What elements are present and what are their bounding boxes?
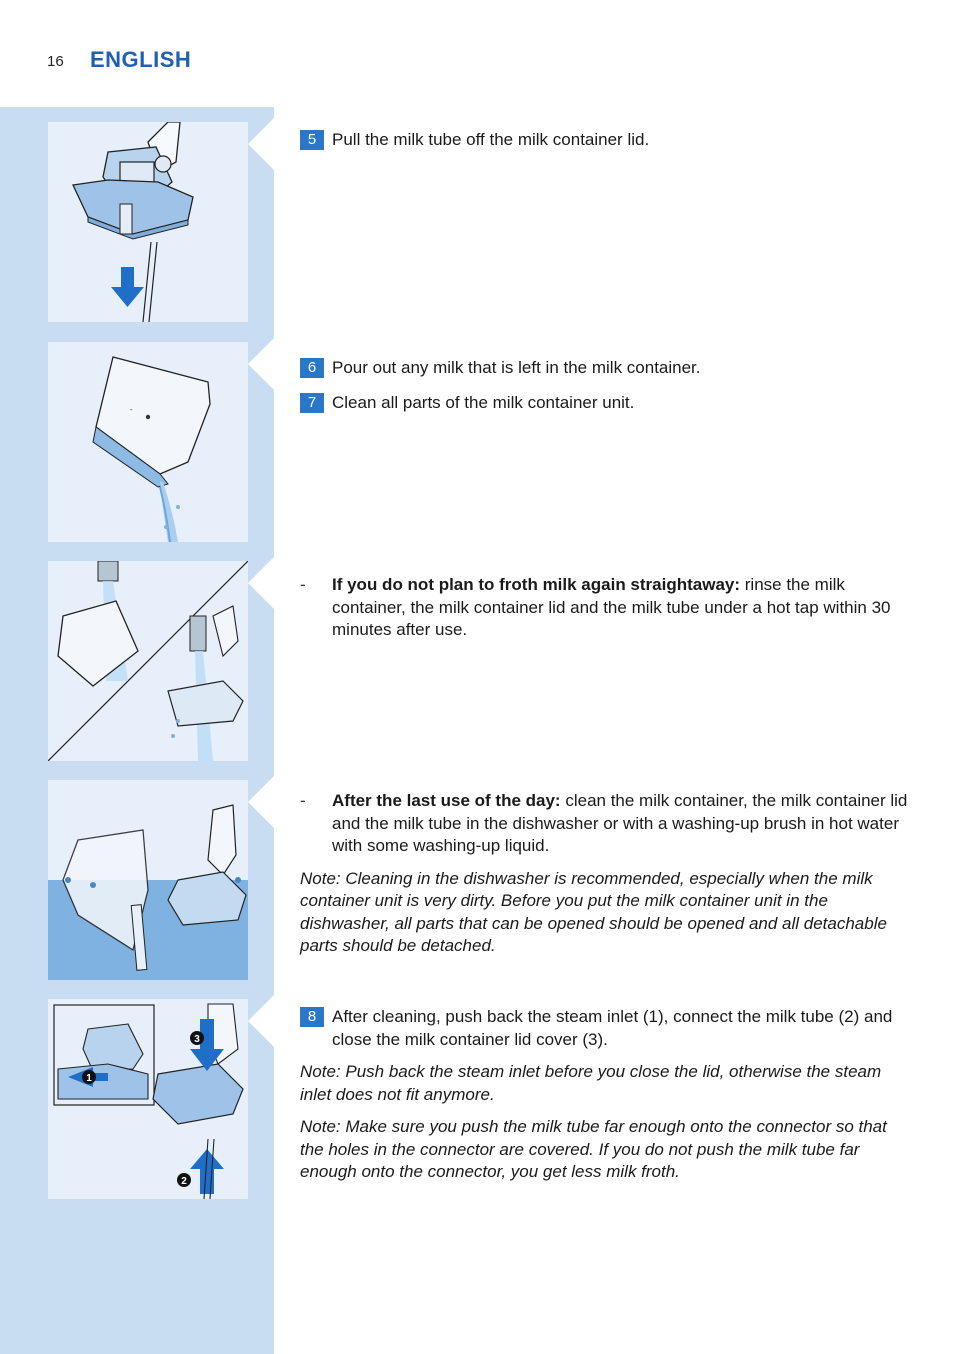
bullet-2-block: [300, 790, 910, 958]
note-steam-inlet: Note: Push back the steam inlet before you close the lid, otherwise the steam inlet does not fit anymore.: [300, 1062, 882, 1104]
panel-notch: [248, 338, 274, 390]
note-connector: Note: Make sure you push the milk tube far enough onto the connector so that the holes in the connector are covered. If you do not push the milk tube far enough onto the connector, you get less milk froth.: [300, 1117, 887, 1181]
bullet-dishwasher: [300, 790, 910, 858]
bullet-content: [332, 790, 910, 858]
step-5-block: [300, 129, 910, 152]
step-number-badge: 7: [300, 393, 324, 413]
note-dishwasher: Note: Cleaning in the dishwasher is recommended, especially when the milk container unit is very dirty. Before you put the milk container unit in the dishwasher, all parts that can be opened should be opened and all detachable parts should be detached.: [300, 868, 887, 955]
bullet-text: rinse the milk container, the milk container lid and the milk tube under a hot tap within 30 minutes after use.: [332, 575, 891, 639]
illustration-pull-tube: [48, 122, 248, 322]
bullet-rinse: [300, 574, 910, 642]
step-number-badge: 8: [300, 1007, 324, 1027]
illustration-reassemble: [48, 999, 248, 1199]
bullet-1-block: [300, 574, 910, 642]
step-6: [300, 357, 910, 380]
bullet-dash: -: [300, 791, 306, 810]
bullet-lead: If you do not plan to froth milk again straightaway:: [332, 575, 741, 594]
step-text: Pull the milk tube off the milk container lid.: [332, 130, 650, 149]
step-6-7-block: [300, 357, 910, 414]
step-8: [300, 1006, 910, 1051]
illustration-rinse-tap: [48, 561, 248, 761]
step-5: [300, 129, 910, 152]
panel-notch: [248, 776, 274, 828]
svg-text:-: -: [130, 405, 133, 414]
panel-notch: [248, 995, 274, 1047]
bullet-text: clean the milk container, the milk container lid and the milk tube in the dishwasher or with a washing-up brush in hot water with some washing-up liquid.: [332, 791, 908, 855]
language-heading: ENGLISH: [90, 47, 192, 72]
step-text: Clean all parts of the milk container unit.: [332, 392, 635, 412]
bullet-lead: After the last use of the day:: [332, 791, 561, 810]
callout-3: 3: [194, 1034, 200, 1045]
panel-notch: [248, 118, 274, 170]
step-7: [300, 392, 910, 415]
step-text: Pour out any milk that is left in the milk container.: [332, 358, 701, 377]
illustration-dishwasher: [48, 780, 248, 980]
step-number-badge: 5: [300, 130, 324, 150]
page-number: 16: [47, 53, 64, 70]
step-text: After cleaning, push back the steam inlet (1), connect the milk tube (2) and close the milk container lid cover (3).: [332, 1007, 893, 1049]
panel-notch: [248, 557, 274, 609]
callout-2: 2: [181, 1176, 187, 1187]
bullet-dash: -: [300, 575, 306, 594]
bullet-content: [332, 574, 910, 642]
illustration-pour-milk: [48, 342, 248, 542]
step-8-block: [300, 1006, 910, 1184]
step-number-badge: 6: [300, 358, 324, 378]
callout-1: 1: [86, 1073, 92, 1084]
